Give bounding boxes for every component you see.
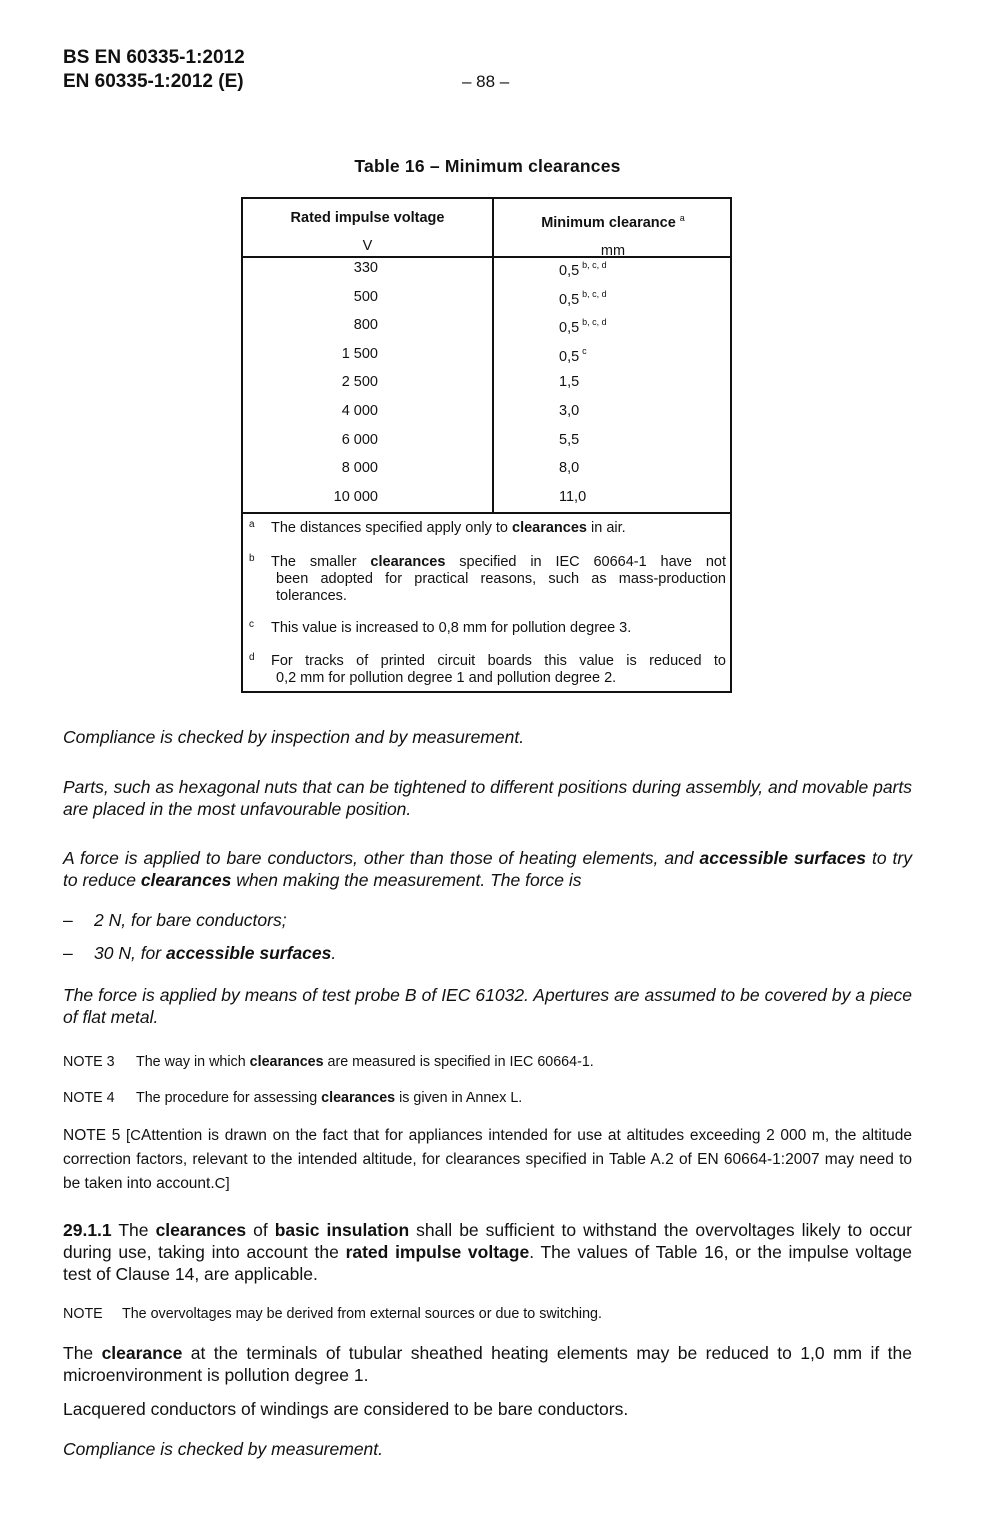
table-header: [243, 199, 730, 258]
document-identifier: [63, 46, 245, 94]
table-row: 2 500 1,5: [341, 374, 580, 391]
table-row: 1 500 0,5 $^c$: [341, 345, 587, 365]
clause-number: 29.1.1: [63, 1220, 112, 1240]
amendment-close-mark: C]: [214, 1175, 230, 1192]
heating-element-paragraph: The clearance at the terminals of tubular sheathed heating elements may be reduced to 1,0 mm if the microenvironment is pollution degree 1.: [63, 1343, 912, 1385]
list-item: – 30 N, for accessible surfaces.: [63, 943, 337, 963]
col-clearance-unit: mm: [600, 242, 626, 259]
amendment-open-mark: [C: [126, 1127, 142, 1144]
table-row: 4 000 3,0: [341, 403, 580, 419]
note-4: NOTE 4 The procedure for assessing clearances is given in Annex L.: [63, 1090, 523, 1106]
table-row: 6 000 5,5: [341, 431, 580, 448]
force-paragraph: A force is applied to bare conductors, other than those of heating elements, and accessible surfaces to try to reduce clearances when making the measurement. The force is: [63, 848, 912, 890]
compliance-inspection-paragraph: Compliance is checked by inspection and by measurement.: [63, 727, 525, 747]
clearance-table: [241, 197, 732, 693]
clause-29-1-1: 29.1.1 The clearances of basic insulation shall be sufficient to withstand the overvoltages likely to occur during use, taking into account the rated impulse voltage. The values of Table 16, or the impulse voltage test of Clause 14, are applicable.: [63, 1220, 912, 1284]
table-row: 800 0,5 $^{b, c, d}$: [353, 317, 607, 337]
note-5: NOTE 5 [CAttention is drawn on the fact that for appliances intended for use at altitudes exceeding 2 000 m, the altitude correction factors, relevant to the intended altitude, for clearances specified in Table A.2 of EN 60664-1:2007 may need to be taken into account.C]: [63, 1127, 913, 1192]
col-voltage-header: Rated impulse voltage V: [243, 204, 492, 260]
col-clearance-header: Minimum clearance $^a$ mm: [494, 204, 732, 265]
doc-id-en: EN 60335-1:2012 (E): [63, 71, 244, 92]
table-footnotes: a The distances specified apply only to clearances in air. b The smaller clearances specified in IEC 60664-1 have not been adopted for practical reasons, such as mass-production tolerances. c This value is increased to 0,8 mm for pollution degree 3. d For tracks of printed circuit boards this value is reduced to 0,2 mm for pollution degree 1 and pollution degree 2.: [243, 512, 730, 514]
table-row: 8 000 8,0: [341, 460, 580, 477]
note-3: NOTE 3 The way in which clearances are measured is specified in IEC 60664-1.: [63, 1054, 594, 1070]
page-number: – 88 –: [462, 72, 510, 91]
col-voltage-unit: V: [362, 238, 373, 254]
note-overvoltages: NOTE The overvoltages may be derived from external sources or due to switching.: [63, 1306, 602, 1322]
header-footnote-ref: a: [679, 213, 685, 223]
list-item: – 2 N, for bare conductors;: [63, 910, 287, 930]
compliance-measurement-paragraph: Compliance is checked by measurement.: [63, 1439, 384, 1459]
doc-id-bs: BS EN 60335-1:2012: [63, 47, 245, 68]
parts-position-paragraph: Parts, such as hexagonal nuts that can be tightened to different positions during assembly, and movable parts are placed in the most unfavourable position.: [63, 777, 912, 819]
table-row: 330 0,5 $^{b, c, d}$: [353, 260, 607, 279]
table-title: Table 16 – Minimum clearances: [354, 156, 621, 176]
test-probe-paragraph: The force is applied by means of test probe B of IEC 61032. Apertures are assumed to be covered by a piece of flat metal.: [63, 985, 912, 1027]
lacquered-conductors-paragraph: Lacquered conductors of windings are considered to be bare conductors.: [63, 1399, 629, 1419]
table-row: 10 000 11,0: [333, 488, 587, 505]
table-row: 500 0,5 $^{b, c, d}$: [353, 288, 607, 308]
